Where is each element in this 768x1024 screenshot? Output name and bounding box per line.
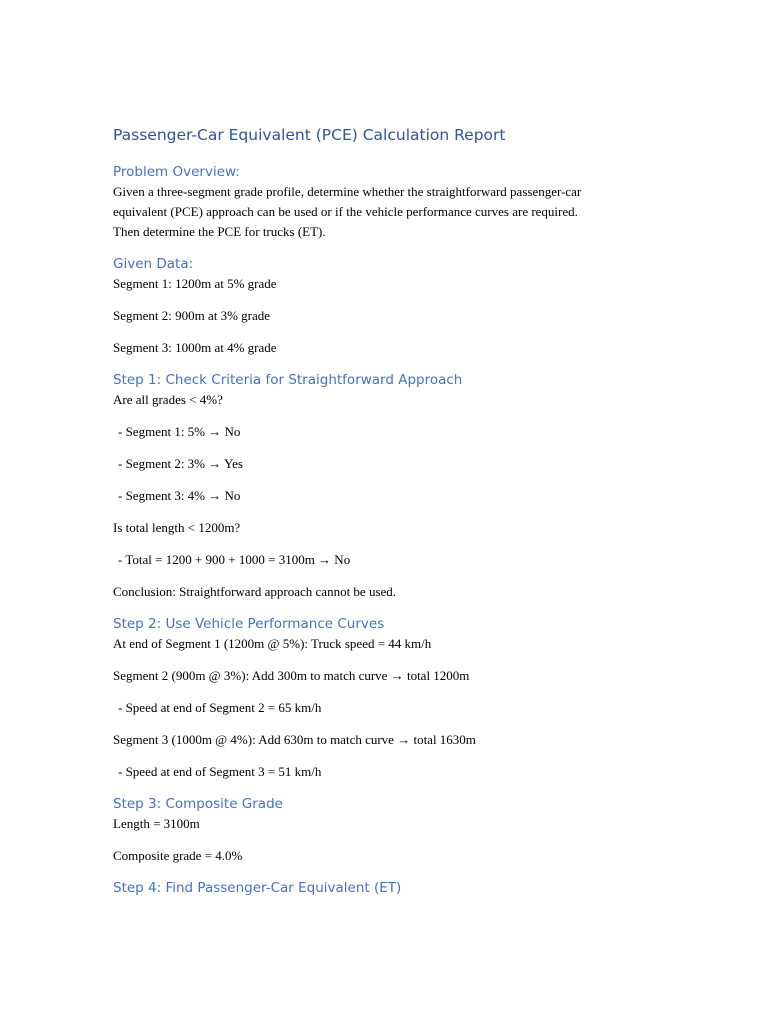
step-1-conclusion: Conclusion: Straightforward approach cannot be used. [113, 584, 397, 599]
step-2-line: At end of Segment 1 (1200m @ 5%): Truck speed = 44 km/h [113, 636, 432, 651]
step-1-line: - Segment 2: 3% → Yes [118, 456, 243, 471]
step-2-line: - Speed at end of Segment 3 = 51 km/h [118, 764, 322, 779]
report-title: Passenger-Car Equivalent (PCE) Calculation Report [113, 126, 506, 144]
step-3-line: Length = 3100m [113, 816, 200, 831]
step-1-line: Is total length < 1200m? [113, 520, 241, 535]
given-data-item: Segment 3: 1000m at 4% grade [113, 340, 277, 355]
step-3-line: Composite grade = 4.0% [113, 848, 243, 863]
step-2-line: - Speed at end of Segment 2 = 65 km/h [118, 700, 322, 715]
heading-step-2: Step 2: Use Vehicle Performance Curves [113, 616, 385, 632]
problem-overview-line: Given a three-segment grade profile, determine whether the straightforward passenger-car [113, 184, 582, 199]
step-1-line: - Segment 1: 5% → No [118, 424, 241, 439]
problem-overview-line: equivalent (PCE) approach can be used or if the vehicle performance curves are required. [113, 204, 578, 219]
given-data-item: Segment 2: 900m at 3% grade [113, 308, 271, 323]
step-1-line: - Segment 3: 4% → No [118, 488, 241, 503]
step-2-line: Segment 3 (1000m @ 4%): Add 630m to match curve → total 1630m [113, 732, 476, 747]
heading-step-1: Step 1: Check Criteria for Straightforward Approach [113, 372, 463, 388]
problem-overview-paragraph [113, 182, 673, 242]
problem-overview-line: Then determine the PCE for trucks (ET). [113, 224, 326, 239]
given-data-item: Segment 1: 1200m at 5% grade [113, 276, 277, 291]
heading-given-data: Given Data: [113, 256, 194, 272]
heading-step-3: Step 3: Composite Grade [113, 796, 283, 812]
heading-step-4: Step 4: Find Passenger-Car Equivalent (ET) [113, 880, 402, 896]
step-1-line: - Total = 1200 + 900 + 1000 = 3100m → No [118, 552, 351, 567]
step-1-line: Are all grades < 4%? [113, 392, 223, 407]
step-2-line: Segment 2 (900m @ 3%): Add 300m to match curve → total 1200m [113, 668, 470, 683]
report-body [113, 124, 673, 898]
heading-problem-overview: Problem Overview: [113, 164, 240, 180]
